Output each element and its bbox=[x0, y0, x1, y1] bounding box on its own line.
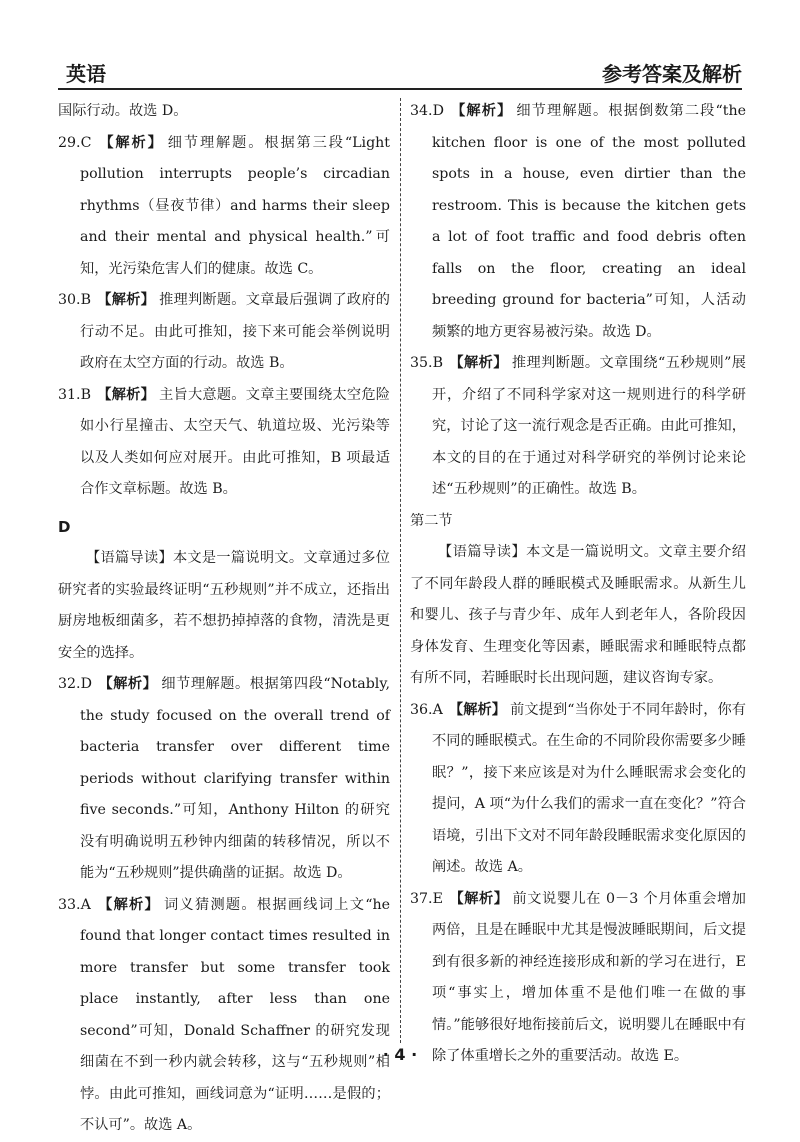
analysis-tag: 【解析】 bbox=[449, 103, 513, 119]
answer-33 bbox=[58, 890, 390, 1142]
analysis-tag: 【解析】 bbox=[449, 355, 508, 371]
analysis-tag: 【解析】 bbox=[448, 890, 509, 907]
answer-number: 32.D bbox=[58, 676, 92, 692]
subject-label: 英语 bbox=[66, 62, 106, 86]
page-header bbox=[58, 52, 742, 90]
passage-intro: 【语篇导读】本文是一篇说明文。文章通过多位研究者的实验最终证明“五秒规则”并不成立，还指出厨房地板细菌多，若不想扔掉掉落的食物，清洗是更安全的选择。 bbox=[58, 550, 390, 661]
analysis-tag: 【解析】 bbox=[97, 134, 164, 151]
analysis-tag: 【解析】 bbox=[448, 701, 507, 718]
analysis-tag: 【解析】 bbox=[97, 386, 156, 403]
answer-number: 30.B bbox=[58, 292, 91, 308]
answer-29 bbox=[58, 128, 390, 286]
right-column bbox=[410, 96, 746, 1073]
answer-text: 细节理解题。根据第三段“Light pollution interrupts people’s circadian rhythms（昼夜节律）and harms their sleep and their mental and physical health.”可知，光污染危害人们的健康。故选 C。 bbox=[80, 134, 390, 277]
analysis-tag: 【解析】 bbox=[97, 676, 158, 692]
section-title: D bbox=[58, 517, 71, 536]
answer-30 bbox=[58, 285, 390, 380]
answer-36 bbox=[410, 695, 746, 884]
section-label: 参考答案及解析 bbox=[602, 62, 742, 86]
answer-text: 推理判断题。文章围绕“五秒规则”展开，介绍了不同科学家对这一规则进行的科学研究，讨论了这一流行观念是否正确。由此可推知，本文的目的在于通过对科学研究的举例讨论来论述“五秒规则”的正确性。故选 B。 bbox=[432, 355, 746, 497]
answer-text: 推理判断题。文章最后强调了政府的行动不足。由此可推知，接下来可能会举例说明政府在太空方面的行动。故选 B。 bbox=[80, 292, 390, 371]
answer-34 bbox=[410, 96, 746, 348]
section-heading: 第二节 bbox=[410, 512, 453, 529]
answer-number: 37.E bbox=[410, 890, 443, 907]
left-column bbox=[58, 96, 390, 1142]
answer-number: 29.C bbox=[58, 134, 92, 151]
answer-text: 主旨大意题。文章主要围绕太空危险如小行星撞击、太空天气、轨道垃圾、光污染等以及人类如何应对展开。由此可推知，B 项最适合作文章标题。故选 B。 bbox=[80, 386, 390, 497]
continued-text: 国际行动。故选 D。 bbox=[58, 103, 188, 119]
answer-text: 前文说婴儿在 0－3 个月体重会增加两倍，且是在睡眠中尤其是慢波睡眠期间，后文提到有很多新的神经连接形成和新的学习在进行，E 项“事实上，增加体重不是他们唯一在做的事情。”能够很好地衔接前后文，说明婴儿在睡眠中有除了体重增长之外的重要活动。故选 E。 bbox=[432, 890, 746, 1064]
answer-text: 细节理解题。根据第四段“Notably, the study focused on the overall trend of bacteria transfer over different time periods without clarifying transfer within five seconds.”可知，Anthony Hilton 的研究没有明确说明五秒钟内细菌的转移情况，所以不能为“五秒规则”提供确凿的证据。故选 D。 bbox=[80, 676, 390, 881]
answer-number: 36.A bbox=[410, 701, 443, 718]
column-divider bbox=[400, 98, 401, 1043]
answer-text: 词义猜测题。根据画线词上文“he found that longer contact times resulted in more transfer but some transfer took place instantly, after less than one second”可知，Donald Schaffner 的研究发现细菌在不到一秒内就会转移，这与“五秒规则”相悖。由此可推知，画线词意为“证明……是假的；不认可”。故选 A。 bbox=[80, 896, 390, 1133]
analysis-tag: 【解析】 bbox=[97, 292, 156, 308]
answer-31 bbox=[58, 380, 390, 506]
answer-32 bbox=[58, 669, 390, 890]
answer-number: 33.A bbox=[58, 896, 91, 913]
analysis-tag: 【解析】 bbox=[96, 896, 161, 913]
answer-number: 31.B bbox=[58, 386, 91, 403]
answer-text: 细节理解题。根据倒数第二段“the kitchen floor is one of the most polluted spots in a house, even dirtier than the restroom. This is because the kitchen gets a lot of foot traffic and food debris often falls on the floor, creating an ideal breeding ground for bacteria”可知，人活动频繁的地方更容易被污染。故选 D。 bbox=[432, 103, 746, 340]
answer-35 bbox=[410, 348, 746, 506]
passage-intro: 【语篇导读】本文是一篇说明文。文章主要介绍了不同年龄段人群的睡眠模式及睡眠需求。从新生儿和婴儿、孩子与青少年、成年人到老年人，各阶段因身体发育、生理变化等因素，睡眠需求和睡眠特点都有所不同，若睡眠时长出现问题，建议咨询专家。 bbox=[410, 544, 746, 686]
answer-text: 前文提到“当你处于不同年龄时，你有不同的睡眠模式。在生命的不同阶段你需要多少睡眠？”，接下来应该是对为什么睡眠需求会变化的提问，A 项“为什么我们的需求一直在变化？”符合语境，引出下文对不同年龄段睡眠需求变化原因的阐述。故选 A。 bbox=[432, 701, 746, 875]
answer-number: 35.B bbox=[410, 355, 443, 371]
page-number: · 4 · bbox=[382, 1045, 418, 1064]
answer-number: 34.D bbox=[410, 103, 444, 119]
